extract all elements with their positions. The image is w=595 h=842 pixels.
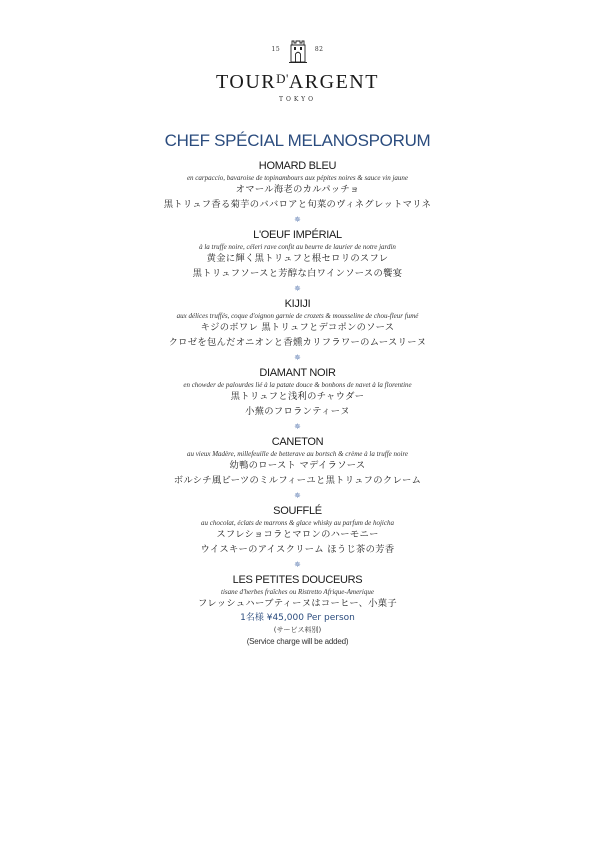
course-description-fr: tisane d'herbes fraîches ou Ristretto Afrique-Amerique <box>221 588 374 596</box>
course-description-ja: オマール海老のカルパッチョ <box>235 184 360 195</box>
course-name: LES PETITES DOUCEURS <box>232 574 363 586</box>
logo-year-right: 82 <box>314 46 324 53</box>
course-item <box>0 573 595 612</box>
course-description-ja: 小蕪のフロランティーヌ <box>245 405 350 417</box>
snowflake-icon: ✵ <box>294 284 301 293</box>
course-description-fr: en chowder de palourdes lié à la patate douce & bonbons de navet à la florentine <box>183 381 412 389</box>
course-list <box>0 159 595 647</box>
course-description-ja: ボルシチ風ビーツのミルフィーユと黒トリュフのクレーム <box>173 474 422 486</box>
menu-title: CHEF SPÉCIAL MELANOSPORUM <box>164 131 431 150</box>
brand-name <box>0 68 595 93</box>
brand-end: ARGENT <box>288 71 379 93</box>
menu-price: 1名様 ¥45,000 Per person <box>240 612 355 623</box>
course-name: CANETON <box>271 436 324 448</box>
course-description-fr: aux délices truffés, coque d'oignon garnie de crozets & mousseline de chou-fleur fumé <box>176 312 419 320</box>
course-item <box>0 504 595 557</box>
course-description-ja: 黒トリュフソースと芳醇な白ワインソースの饗宴 <box>192 267 403 279</box>
restaurant-logo <box>0 38 595 103</box>
course-description-ja: クロゼを包んだオニオンと香燻カリフラワーのムースリーヌ <box>168 336 427 348</box>
course-description-fr: au vieux Madère, millefeuille de betterave au bortsch & crème à la truffe noire <box>186 450 409 458</box>
course-description-ja: フレッシュハーブティーヌはコーヒー、小菓子 <box>198 598 397 609</box>
snowflake-icon: ✵ <box>294 215 301 224</box>
course-description-fr: au chocolat, éclats de marrons & glace whisky au parfum de hojicha <box>201 519 394 527</box>
course-name: L'OEUF IMPÉRIAL <box>253 229 342 241</box>
tower-icon <box>287 38 309 64</box>
course-description-ja: ウイスキーのアイスクリーム ほうじ茶の芳香 <box>200 543 395 555</box>
course-name: HOMARD BLEU <box>258 160 337 172</box>
course-description-ja: 幼鴨のロースト マデイラソース <box>229 460 366 471</box>
course-description-fr: en carpaccio, bavaroise de topinambours aux pépites noires & sauce vin jaune <box>186 174 409 182</box>
brand-main: TOUR <box>216 71 277 93</box>
snowflake-icon: ✵ <box>294 353 301 362</box>
snowflake-icon: ✵ <box>294 491 301 500</box>
course-name: KIJIJI <box>284 298 311 310</box>
course-item <box>0 297 595 350</box>
course-item <box>0 228 595 281</box>
service-charge-note-ja: (サービス料別) <box>273 625 322 634</box>
course-name: SOUFFLÉ <box>273 505 322 517</box>
course-description-ja: キジのボワレ 黒トリュフとデコポンのソース <box>200 322 395 333</box>
service-charge-note-en: (Service charge will be added) <box>246 636 349 646</box>
course-item <box>0 159 595 212</box>
course-description-fr: à la truffe noire, céleri rave confit au beurre de laurier de notre jardin <box>199 243 396 251</box>
course-item <box>0 366 595 419</box>
logo-year-left: 15 <box>271 46 281 53</box>
snowflake-icon: ✵ <box>294 560 301 569</box>
course-description-ja: 黒トリュフ香る菊芋のババロアと旬菜のヴィネグレットマリネ <box>163 198 432 210</box>
tower-emblem <box>258 38 338 66</box>
course-description-ja: スフレショコラとマロンのハーモニー <box>216 529 379 540</box>
course-item <box>0 435 595 488</box>
course-description-ja: 黄金に輝く黒トリュフと根セロリのスフレ <box>206 253 389 264</box>
brand-city: TOKYO <box>278 96 317 103</box>
course-name: DIAMANT NOIR <box>259 367 336 379</box>
snowflake-icon: ✵ <box>294 422 301 431</box>
brand-sup: D' <box>276 71 289 86</box>
course-description-ja: 黒トリュフと浅利のチャウダー <box>230 391 365 402</box>
